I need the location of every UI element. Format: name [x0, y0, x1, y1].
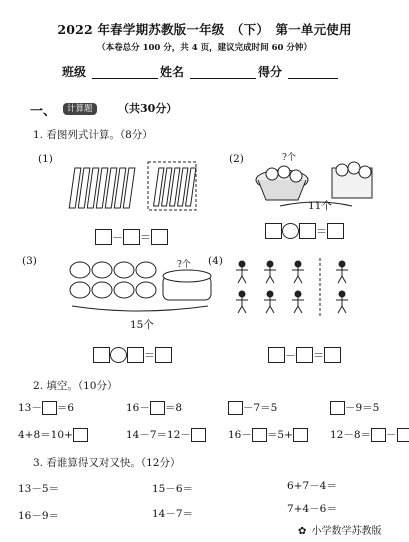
answer-box[interactable]: [299, 223, 316, 239]
answer-box[interactable]: [151, 229, 168, 245]
name-field[interactable]: [190, 78, 256, 79]
section-badge: 计算题: [63, 96, 97, 115]
wechat-icon: ✿: [298, 526, 307, 537]
score-field[interactable]: [288, 78, 338, 79]
answer-box[interactable]: [150, 401, 165, 415]
equation-1: － ＝: [95, 229, 168, 245]
fill-item-5: 4+8＝10+: [18, 427, 88, 442]
answer-box[interactable]: [191, 428, 206, 442]
sticks-picture: [68, 160, 198, 212]
calc-item: 7+4－6＝: [287, 503, 337, 515]
watermark: ✿ 小学数学苏教版: [298, 526, 382, 537]
answer-box[interactable]: [371, 428, 386, 442]
calc-item: 6+7－4＝: [287, 480, 337, 492]
label-2: (2): [229, 153, 244, 165]
fill-item-3: －7＝5: [228, 400, 277, 415]
class-label: 班级: [62, 65, 87, 79]
label-3: (3): [22, 255, 37, 267]
section-number: 一、: [30, 104, 57, 119]
answer-box[interactable]: [228, 401, 243, 415]
answer-box[interactable]: [155, 347, 172, 363]
name-label: 姓名: [160, 65, 185, 79]
fill-item-8: 12－8＝ －: [330, 427, 409, 442]
fill-item-7: 16－ ＝5+: [228, 427, 308, 442]
label-1: (1): [38, 153, 53, 165]
question-2-title: 2. 填空。（10分）: [33, 380, 118, 392]
answer-box[interactable]: [324, 347, 341, 363]
page-subtitle: （本卷总分 100 分，共 4 页，建议完成时间 60 分钟）: [97, 43, 312, 53]
answer-box[interactable]: [327, 223, 344, 239]
answer-box[interactable]: [330, 401, 345, 415]
answer-box[interactable]: [296, 347, 313, 363]
operator-circle[interactable]: [110, 347, 127, 363]
players-picture: [232, 256, 372, 318]
answer-box[interactable]: [127, 347, 144, 363]
total-label-3: 15个: [130, 319, 154, 331]
answer-box[interactable]: [397, 428, 409, 442]
question-1-title: 1. 看图列式计算。（8分）: [33, 129, 153, 141]
fill-item-1: 13－ ＝6: [18, 402, 75, 414]
calc-item: 16－9＝: [18, 510, 60, 522]
fill-item-2: 16－ ＝8: [126, 402, 183, 414]
answer-box[interactable]: [93, 347, 110, 363]
calc-item: 15－6＝: [152, 483, 194, 495]
class-field[interactable]: [92, 78, 158, 79]
answer-box[interactable]: [95, 229, 112, 245]
label-4: (4): [208, 255, 223, 267]
answer-box[interactable]: [42, 401, 57, 415]
unknown-label-3: ?个: [177, 260, 191, 270]
page-title: 2022 年春学期苏教版一年级 （下） 第一单元使用: [57, 22, 352, 37]
fill-item-4: －9＝5: [330, 400, 379, 415]
fill-item-6: 14－7＝12－: [126, 427, 206, 442]
answer-box[interactable]: [252, 428, 267, 442]
question-3-title: 3. 看谁算得又对又快。（12分）: [33, 457, 181, 469]
equation-2: ＝: [265, 223, 344, 239]
calc-item: 14－7＝: [152, 508, 194, 520]
equation-3: ＝: [93, 347, 172, 363]
answer-box[interactable]: [73, 428, 88, 442]
answer-box[interactable]: [293, 428, 308, 442]
answer-box[interactable]: [265, 223, 282, 239]
unknown-label-2: ?个: [282, 153, 296, 163]
section-points: （共30分）: [118, 102, 178, 115]
calc-item: 13－5＝: [18, 483, 60, 495]
operator-circle[interactable]: [282, 223, 299, 239]
answer-box[interactable]: [123, 229, 140, 245]
equation-4: － ＝: [268, 347, 341, 363]
total-label-2: 11个: [308, 200, 332, 212]
pumpkin-picture: [68, 258, 218, 320]
answer-box[interactable]: [268, 347, 285, 363]
score-label: 得分: [258, 65, 283, 79]
